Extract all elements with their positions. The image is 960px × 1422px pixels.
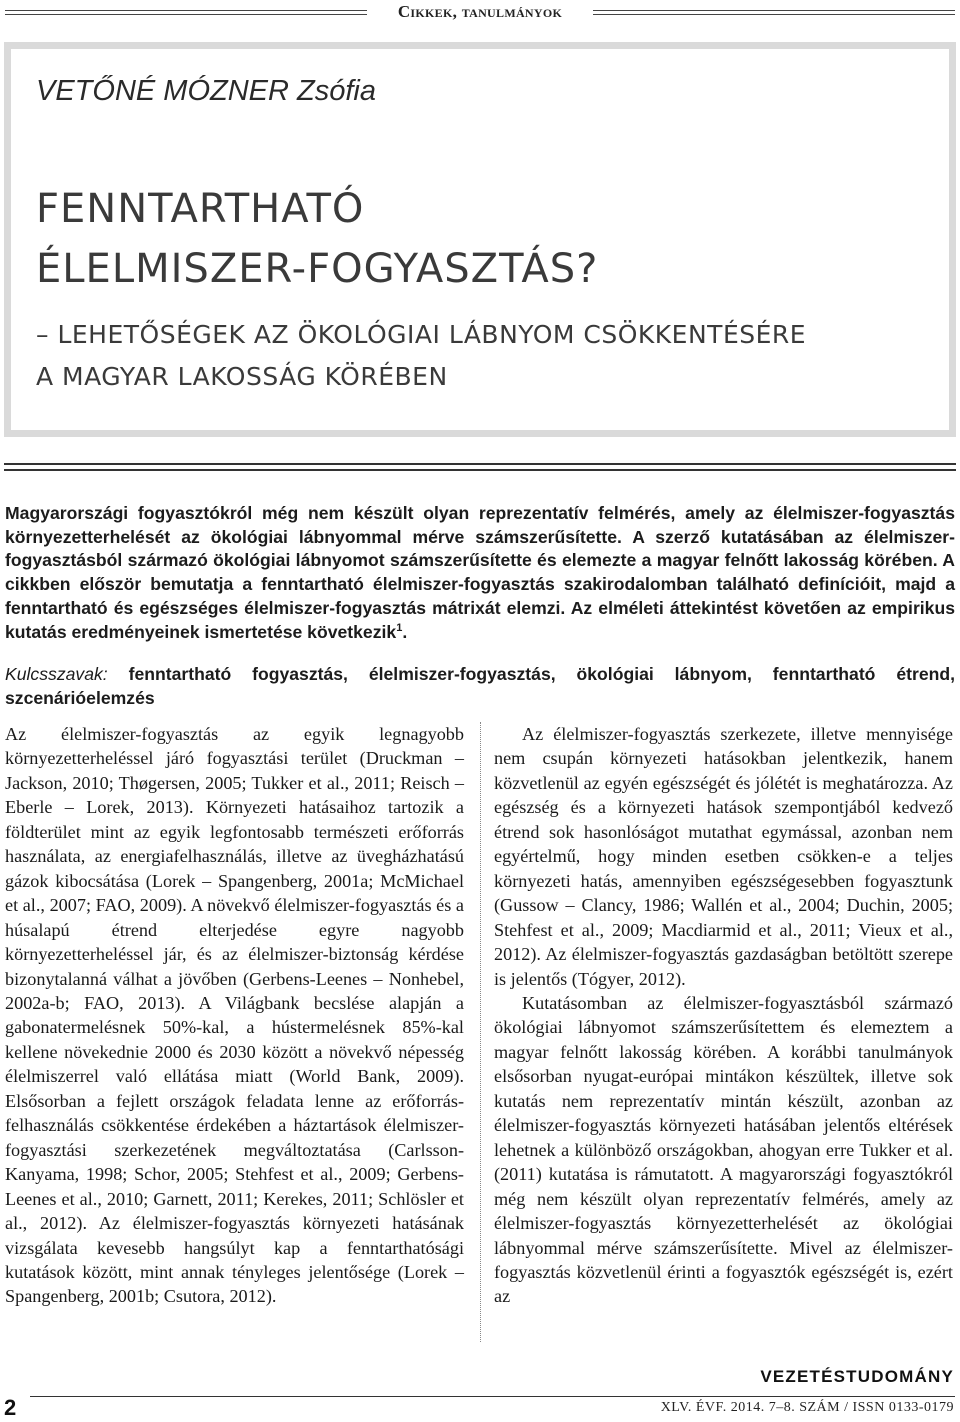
- header-rule-left: [5, 10, 367, 15]
- abstract-end: .: [402, 621, 408, 642]
- issue-info: XLV. ÉVF. 2014. 7–8. SZÁM / ISSN 0133-0179: [660, 1400, 954, 1415]
- body-column-right: [494, 722, 953, 1342]
- keywords-text: fenntartható fogyasztás, élelmiszer-fogyasztás, ökológiai lábnyom, fenntartható étrend, szcenárióelemzés: [5, 664, 955, 708]
- section-divider: [4, 463, 956, 471]
- footnote-mark[interactable]: 1: [396, 621, 403, 634]
- body-paragraph: Kutatásomban az élelmiszer-fogyasztásból származó ökológiai lábnyomot számszerűsítettem és elemeztem a magyar felnőtt lakosság körében. A korábbi tanulmányok elsősorban nyugat-európai mintákon készültek, illetve sok kutatás nem reprezentatív mintán készült, azonban az élelmiszer-fogyasztás környezeti hatásában jelentős eltérések lehetnek a különböző országokban, ahogyan erre Tukker et al. (2011) kutatása is rámutatott. A magyarországi fogyasztókról még nem készült olyan reprezentatív felmérés, amely az élelmiszer-fogyasztás környezetterhelését az ökológiai lábnyommal mérve számszerűsítette. Mivel az élelmiszer-fogyasztás közvetlenül érinti a fogyasztók egészségét is, ezért az: [494, 992, 953, 1307]
- keywords: [5, 662, 955, 710]
- body-column-left: [5, 722, 464, 1342]
- article-subtitle-line-1: – LEHETŐSÉGEK AZ ÖKOLÓGIAI LÁBNYOM CSÖKKENTÉSÉRE: [36, 320, 807, 349]
- article-title-line-2: ÉLELMISZER-FOGYASZTÁS?: [36, 246, 599, 292]
- body-paragraph: Az élelmiszer-fogyasztás az egyik legnagyobb környezetterheléssel járó fogyasztási terület (Druckman – Jackson, 2010; Thøgersen, 2005; Tukker et al., 2011; Reisch – Eberle – Lorek, 2013). Környezeti hatásaihoz tartozik a földterület mint az egyik legfontosabb természeti erőforrás használata, az energiafelhasználás, illetve az üvegházhatású gázok kibocsátása (Lorek – Spangenberg, 2001a; McMichael et al., 2007; FAO, 2009). A növekvő élelmiszer-fogyasztás és a húsalapú étrend elterjedése egyre nagyobb környezetterheléssel jár, és az élelmiszer-biztonság kérdése bizonytalanná válhat a jövőben (Gerbens-Leenes – Nonhebel, 2002a-b; FAO, 2013). A Világbank becslése alapján a gabonatermelésnek 50%-kal, a hústermelésnek 85%-kal kellene növekednie 2000 és 2030 között a növekvő népesség élelmiszerrel való ellátása miatt (World Bank, 2009). Elsősorban a fejlett országok feladata lenne az erőforrás-felhasználás csökkentése érdekében a háztartások élelmiszer-fogyasztási szerkezetének megváltoztatása (Carlsson-Kanyama, 1998; Schor, 2005; Stehfest et al., 2009; Gerbens-Leenes et al., 2010; Garnett, 2011; Kerekes, 2011; Schlösler et al., 2012). Az élelmiszer-fogyasztás környezeti hatásának vizsgálata kevesebb hangsúlyt kap a fenntarthatósági kutatások között, mint annak tényleges jelentősége (Lorek – Spangenberg, 2001b; Csutora, 2012).: [5, 724, 464, 1307]
- abstract-text: Magyarországi fogyasztókról még nem készült olyan reprezentatív felmérés, amely az élelmiszer-fogyasztás környezetterhelését az ökológiai lábnyommal mérve számszerűsítette. A szerző kutatásában az élelmiszer-fogyasztásból származó ökológiai lábnyomot számszerűsítette és elemezte a magyar felnőtt lakosság körében. A cikkben először bemutatja a fenntartható élelmiszer-fogyasztás szakirodalomban található definícióit, majd a fenntartható és egészséges élelmiszer-fogyasztás mátrixát elemzi. Az elméleti áttekintést követően az empirikus kutatás eredményeinek ismertetése következik: [5, 503, 955, 642]
- running-header: [0, 0, 960, 30]
- author-name: VETŐNÉ MÓZNER Zsófia: [36, 75, 376, 107]
- footer-rule: [30, 1396, 955, 1397]
- keywords-label: Kulcsszavak:: [5, 664, 108, 684]
- article-subtitle-line-2: A MAGYAR LAKOSSÁG KÖRÉBEN: [36, 362, 448, 391]
- column-divider: [480, 722, 481, 1342]
- abstract: [5, 502, 955, 644]
- page-number: 2: [4, 1395, 17, 1420]
- section-label: Cikkek, tanulmányok: [397, 2, 563, 21]
- journal-name: VEZETÉSTUDOMÁNY: [760, 1367, 954, 1386]
- article-title-line-1: FENNTARTHATÓ: [36, 186, 365, 232]
- header-rule-right: [593, 10, 955, 15]
- body-paragraph: Az élelmiszer-fogyasztás szerkezete, illetve mennyisége nem csupán környezeti hatásokban jelentkezik, hanem közvetlenül az egyén egészségét és jólétét is meghatározza. Az egészség és a környezeti hatások szempontjából kedvező étrend sok hasonlóságot mutathat egymással, azonban nem egyértelmű, hogy minden esetben csökken-e a teljes környezeti hatás, amennyiben egészségesebben fogyasztunk (Gussow – Clancy, 1986; Wallén et al., 2004; Duchin, 2005; Stehfest et al., 2009; Macdiarmid et al., 2011; Vieux et al., 2012). Az élelmiszer-fogyasztás gazdaságban betöltött szerepe is jelentős (Tógyer, 2012).: [494, 724, 953, 989]
